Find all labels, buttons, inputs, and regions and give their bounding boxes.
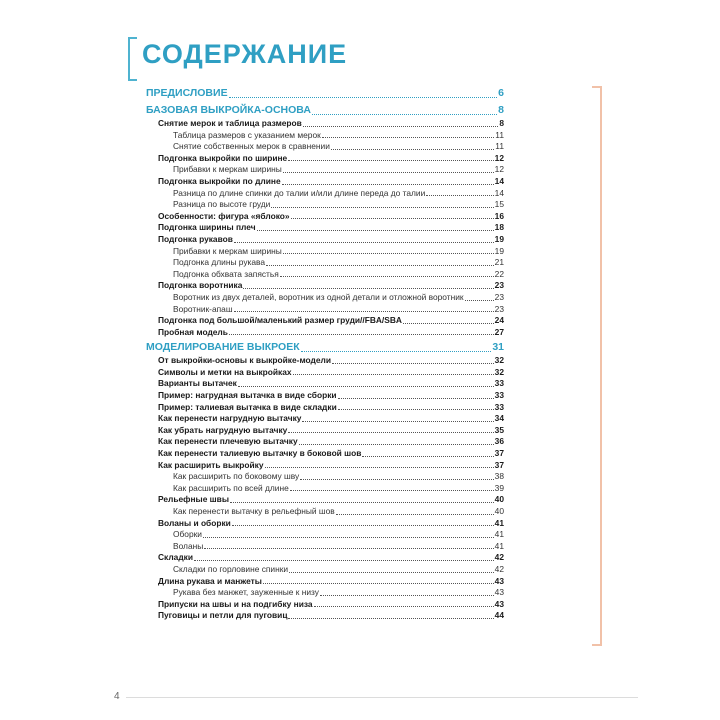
footer-divider — [126, 697, 638, 698]
toc-entry-title: Как перенести нагрудную вытачку — [158, 413, 302, 424]
toc-page-number: 33 — [494, 390, 504, 401]
toc-leader-dots — [194, 554, 494, 561]
toc-leader-dots — [289, 566, 494, 573]
toc-subentry — [146, 292, 504, 304]
toc-leader-dots — [314, 600, 494, 607]
toc-page-number: 34 — [494, 413, 504, 424]
toc-entry-title: Снятие собственных мерок в сравнении — [173, 141, 330, 152]
toc-entry-title: Пробная модель — [158, 326, 228, 337]
toc-leader-dots — [265, 461, 494, 468]
toc-page-number: 41 — [494, 529, 504, 540]
toc-entry — [146, 280, 504, 292]
toc-leader-dots — [293, 368, 494, 375]
toc-page-number: 43 — [494, 575, 504, 586]
toc-leader-dots — [303, 120, 499, 127]
toc-leader-dots — [280, 270, 494, 277]
toc-entry-title: Как расширить по всей длине — [173, 482, 289, 493]
toc-page-number: 31 — [492, 341, 504, 354]
toc-leader-dots — [426, 189, 493, 196]
toc-leader-dots — [332, 357, 494, 364]
toc-leader-dots — [299, 438, 494, 445]
toc-entry — [146, 599, 504, 611]
toc-subentry — [146, 246, 504, 258]
toc-subentry — [146, 304, 504, 316]
toc-section — [146, 340, 504, 355]
toc-entry-title: Разница по высоте груди — [173, 199, 271, 210]
toc-page-number: 14 — [494, 175, 504, 186]
toc-leader-dots — [271, 201, 493, 208]
toc-page-number: 23 — [494, 291, 504, 302]
toc-page-number: 11 — [495, 129, 504, 140]
toc-page-number: 23 — [494, 303, 504, 314]
toc-entry — [146, 234, 504, 246]
toc-entry — [146, 367, 504, 379]
toc-entry-title: Пример: нагрудная вытачка в виде сборки — [158, 390, 337, 401]
toc-entry-title: Воланы — [173, 540, 204, 551]
toc-leader-dots — [322, 131, 495, 138]
toc-entry-title: Как расширить выкройку — [158, 459, 264, 470]
toc-entry-title: Складки по горловине спинки — [173, 563, 289, 574]
toc-leader-dots — [230, 496, 494, 503]
toc-entry-title: Снятие мерок и таблица размеров — [158, 118, 302, 128]
toc-entry-title: Рукава без манжет, зауженные к низу — [173, 587, 319, 598]
toc-page-number: 37 — [494, 448, 504, 459]
toc-subentry — [146, 164, 504, 176]
toc-entry-title: Как перенести плечевую вытачку — [158, 436, 298, 447]
toc-entry-title: Как расширить по боковому шву — [173, 471, 300, 482]
toc-entry — [146, 315, 504, 327]
toc-entry-title: ПРЕДИСЛОВИЕ — [146, 87, 228, 99]
toc-page-number: 18 — [494, 222, 504, 233]
toc-page-number: 36 — [494, 436, 504, 447]
toc-page-number: 8 — [498, 104, 504, 116]
toc-page-number: 39 — [494, 482, 504, 493]
toc-page-number: 8 — [499, 118, 504, 128]
toc-page-number: 23 — [494, 280, 504, 291]
toc-entry-title: Прибавки к меркам ширины — [173, 245, 282, 256]
toc-entry-title: Подгонка рукавов — [158, 233, 233, 244]
toc-leader-dots — [302, 415, 493, 422]
toc-entry-title: Пуговицы и петли для пуговиц — [158, 610, 288, 621]
toc-leader-dots — [291, 212, 494, 219]
toc-entry — [146, 448, 504, 460]
toc-entry-title: Подгонка воротника — [158, 280, 243, 291]
toc-leader-dots — [288, 426, 493, 433]
toc-leader-dots — [282, 178, 494, 185]
toc-leader-dots — [331, 143, 494, 150]
toc-page-number: 16 — [494, 210, 504, 221]
toc-page-number: 14 — [494, 187, 504, 198]
toc-page-number: 43 — [494, 587, 504, 598]
toc-page-number: 27 — [494, 326, 504, 337]
toc-entry — [146, 413, 504, 425]
toc-leader-dots — [229, 328, 494, 335]
toc-entry — [146, 576, 504, 588]
toc-entry-title: Складки — [158, 552, 193, 563]
toc-page-number: 44 — [494, 610, 504, 621]
toc-entry-title: Варианты вытачек — [158, 378, 237, 389]
toc-leader-dots — [465, 294, 494, 301]
toc-entry — [146, 327, 504, 339]
toc-subentry — [146, 471, 504, 483]
toc-entry-title: Припуски на швы и на подгибку низа — [158, 598, 313, 609]
page-title: СОДЕРЖАНИЕ — [142, 39, 348, 69]
toc-leader-dots — [263, 577, 494, 584]
toc-page-number: 19 — [494, 245, 504, 256]
toc-subentry — [146, 257, 504, 269]
toc-leader-dots — [301, 345, 492, 352]
toc-leader-dots — [243, 282, 493, 289]
toc-page-number: 22 — [494, 268, 504, 279]
toc-leader-dots — [232, 519, 494, 526]
decorative-bracket — [592, 86, 602, 646]
toc-entry-title: Разница по длине спинки до талии и/или длине переда до талии — [173, 187, 426, 198]
toc-entry-title: Символы и метки на выкройках — [158, 366, 292, 377]
toc-entry — [146, 518, 504, 530]
toc-entry-title: Особенности: фигура «яблоко» — [158, 210, 290, 221]
toc-section — [146, 86, 504, 101]
toc-subentry — [146, 506, 504, 518]
toc-entry — [146, 118, 504, 130]
toc-subentry — [146, 188, 504, 200]
toc-page-number: 38 — [494, 471, 504, 482]
toc-leader-dots — [288, 154, 493, 161]
table-of-contents — [146, 86, 504, 622]
toc-leader-dots — [229, 91, 498, 98]
toc-page-number: 41 — [494, 540, 504, 551]
toc-entry — [146, 610, 504, 622]
toc-entry-title: Оборки — [173, 529, 202, 540]
toc-leader-dots — [403, 317, 494, 324]
toc-page-number: 24 — [494, 315, 504, 326]
toc-entry — [146, 222, 504, 234]
toc-leader-dots — [203, 531, 494, 538]
toc-subentry — [146, 529, 504, 541]
toc-entry-title: Подгонка обхвата запястья — [173, 268, 279, 279]
toc-page-number: 11 — [495, 141, 504, 152]
toc-leader-dots — [338, 403, 494, 410]
toc-page-number: 6 — [498, 87, 504, 99]
toc-leader-dots — [204, 542, 493, 549]
toc-entry-title: Пример: талиевая вытачка в виде складки — [158, 401, 337, 412]
toc-subentry — [146, 269, 504, 281]
toc-subentry — [146, 541, 504, 553]
toc-entry-title: Длина рукава и манжеты — [158, 575, 262, 586]
toc-entry-title: Таблица размеров с указанием мерок — [173, 129, 321, 140]
toc-entry-title: Как убрать нагрудную вытачку — [158, 424, 288, 435]
toc-entry — [146, 425, 504, 437]
toc-entry — [146, 211, 504, 223]
toc-entry-title: Подгонка выкройки по ширине — [158, 152, 288, 163]
toc-page-number: 32 — [494, 366, 504, 377]
toc-entry — [146, 552, 504, 564]
toc-entry — [146, 378, 504, 390]
toc-entry-title: Подгонка под большой/маленький размер груди//FBA/SBA — [158, 315, 402, 326]
toc-page-number: 43 — [494, 598, 504, 609]
toc-page-number: 37 — [494, 459, 504, 470]
title-bracket — [128, 37, 137, 81]
toc-page-number: 21 — [494, 257, 504, 268]
toc-leader-dots — [362, 450, 493, 457]
toc-section — [146, 103, 504, 118]
toc-entry-title: МОДЕЛИРОВАНИЕ ВЫКРОЕК — [146, 341, 300, 354]
toc-leader-dots — [300, 473, 493, 480]
toc-leader-dots — [312, 108, 497, 115]
toc-entry-title: Как перенести талиевую вытачку в боковой шов — [158, 448, 362, 459]
toc-entry — [146, 176, 504, 188]
toc-entry-title: Подгонка ширины плеч — [158, 222, 256, 233]
page-number: 4 — [114, 691, 120, 702]
toc-subentry — [146, 199, 504, 211]
toc-page-number: 40 — [494, 506, 504, 516]
toc-entry-title: От выкройки-основы к выкройке-модели — [158, 355, 331, 366]
toc-entry-title: Прибавки к меркам ширины — [173, 164, 282, 175]
toc-entry-title: Воланы и оборки — [158, 517, 231, 528]
toc-entry — [146, 355, 504, 367]
toc-subentry — [146, 130, 504, 142]
toc-subentry — [146, 141, 504, 153]
toc-leader-dots — [338, 392, 494, 399]
toc-leader-dots — [283, 166, 494, 173]
toc-entry-title: Как перенести вытачку в рельефный шов — [173, 506, 335, 516]
toc-page-number: 33 — [494, 401, 504, 412]
toc-page-number: 12 — [494, 152, 504, 163]
toc-leader-dots — [238, 380, 494, 387]
toc-entry-title: БАЗОВАЯ ВЫКРОЙКА-ОСНОВА — [146, 104, 311, 116]
toc-leader-dots — [234, 305, 494, 312]
toc-entry-title: Подгонка выкройки по длине — [158, 175, 281, 186]
toc-entry-title: Подгонка длины рукава — [173, 257, 266, 268]
toc-leader-dots — [266, 259, 494, 266]
toc-entry — [146, 494, 504, 506]
toc-leader-dots — [288, 612, 493, 619]
toc-page-number: 19 — [494, 233, 504, 244]
toc-leader-dots — [320, 589, 494, 596]
toc-subentry — [146, 483, 504, 495]
toc-leader-dots — [234, 236, 494, 243]
toc-subentry — [146, 587, 504, 599]
toc-page-number: 40 — [494, 494, 504, 505]
toc-page-number: 35 — [494, 424, 504, 435]
toc-entry — [146, 460, 504, 472]
toc-page-number: 42 — [494, 552, 504, 563]
toc-entry-title: Воротник из двух деталей, воротник из одной детали и отложной воротник — [173, 291, 464, 302]
toc-page-number: 42 — [494, 563, 504, 574]
toc-entry-title: Воротник-апаш — [173, 303, 233, 314]
toc-entry-title: Рельефные швы — [158, 494, 229, 505]
toc-leader-dots — [290, 484, 494, 491]
toc-page-number: 32 — [494, 355, 504, 366]
toc-entry — [146, 436, 504, 448]
toc-page-number: 15 — [494, 199, 504, 210]
toc-page-number: 41 — [494, 517, 504, 528]
toc-leader-dots — [283, 247, 494, 254]
toc-page-number: 12 — [494, 164, 504, 175]
toc-page-number: 33 — [494, 378, 504, 389]
toc-entry — [146, 402, 504, 414]
toc-entry — [146, 153, 504, 165]
toc-leader-dots — [257, 224, 494, 231]
toc-entry — [146, 390, 504, 402]
toc-subentry — [146, 564, 504, 576]
toc-leader-dots — [336, 508, 494, 515]
